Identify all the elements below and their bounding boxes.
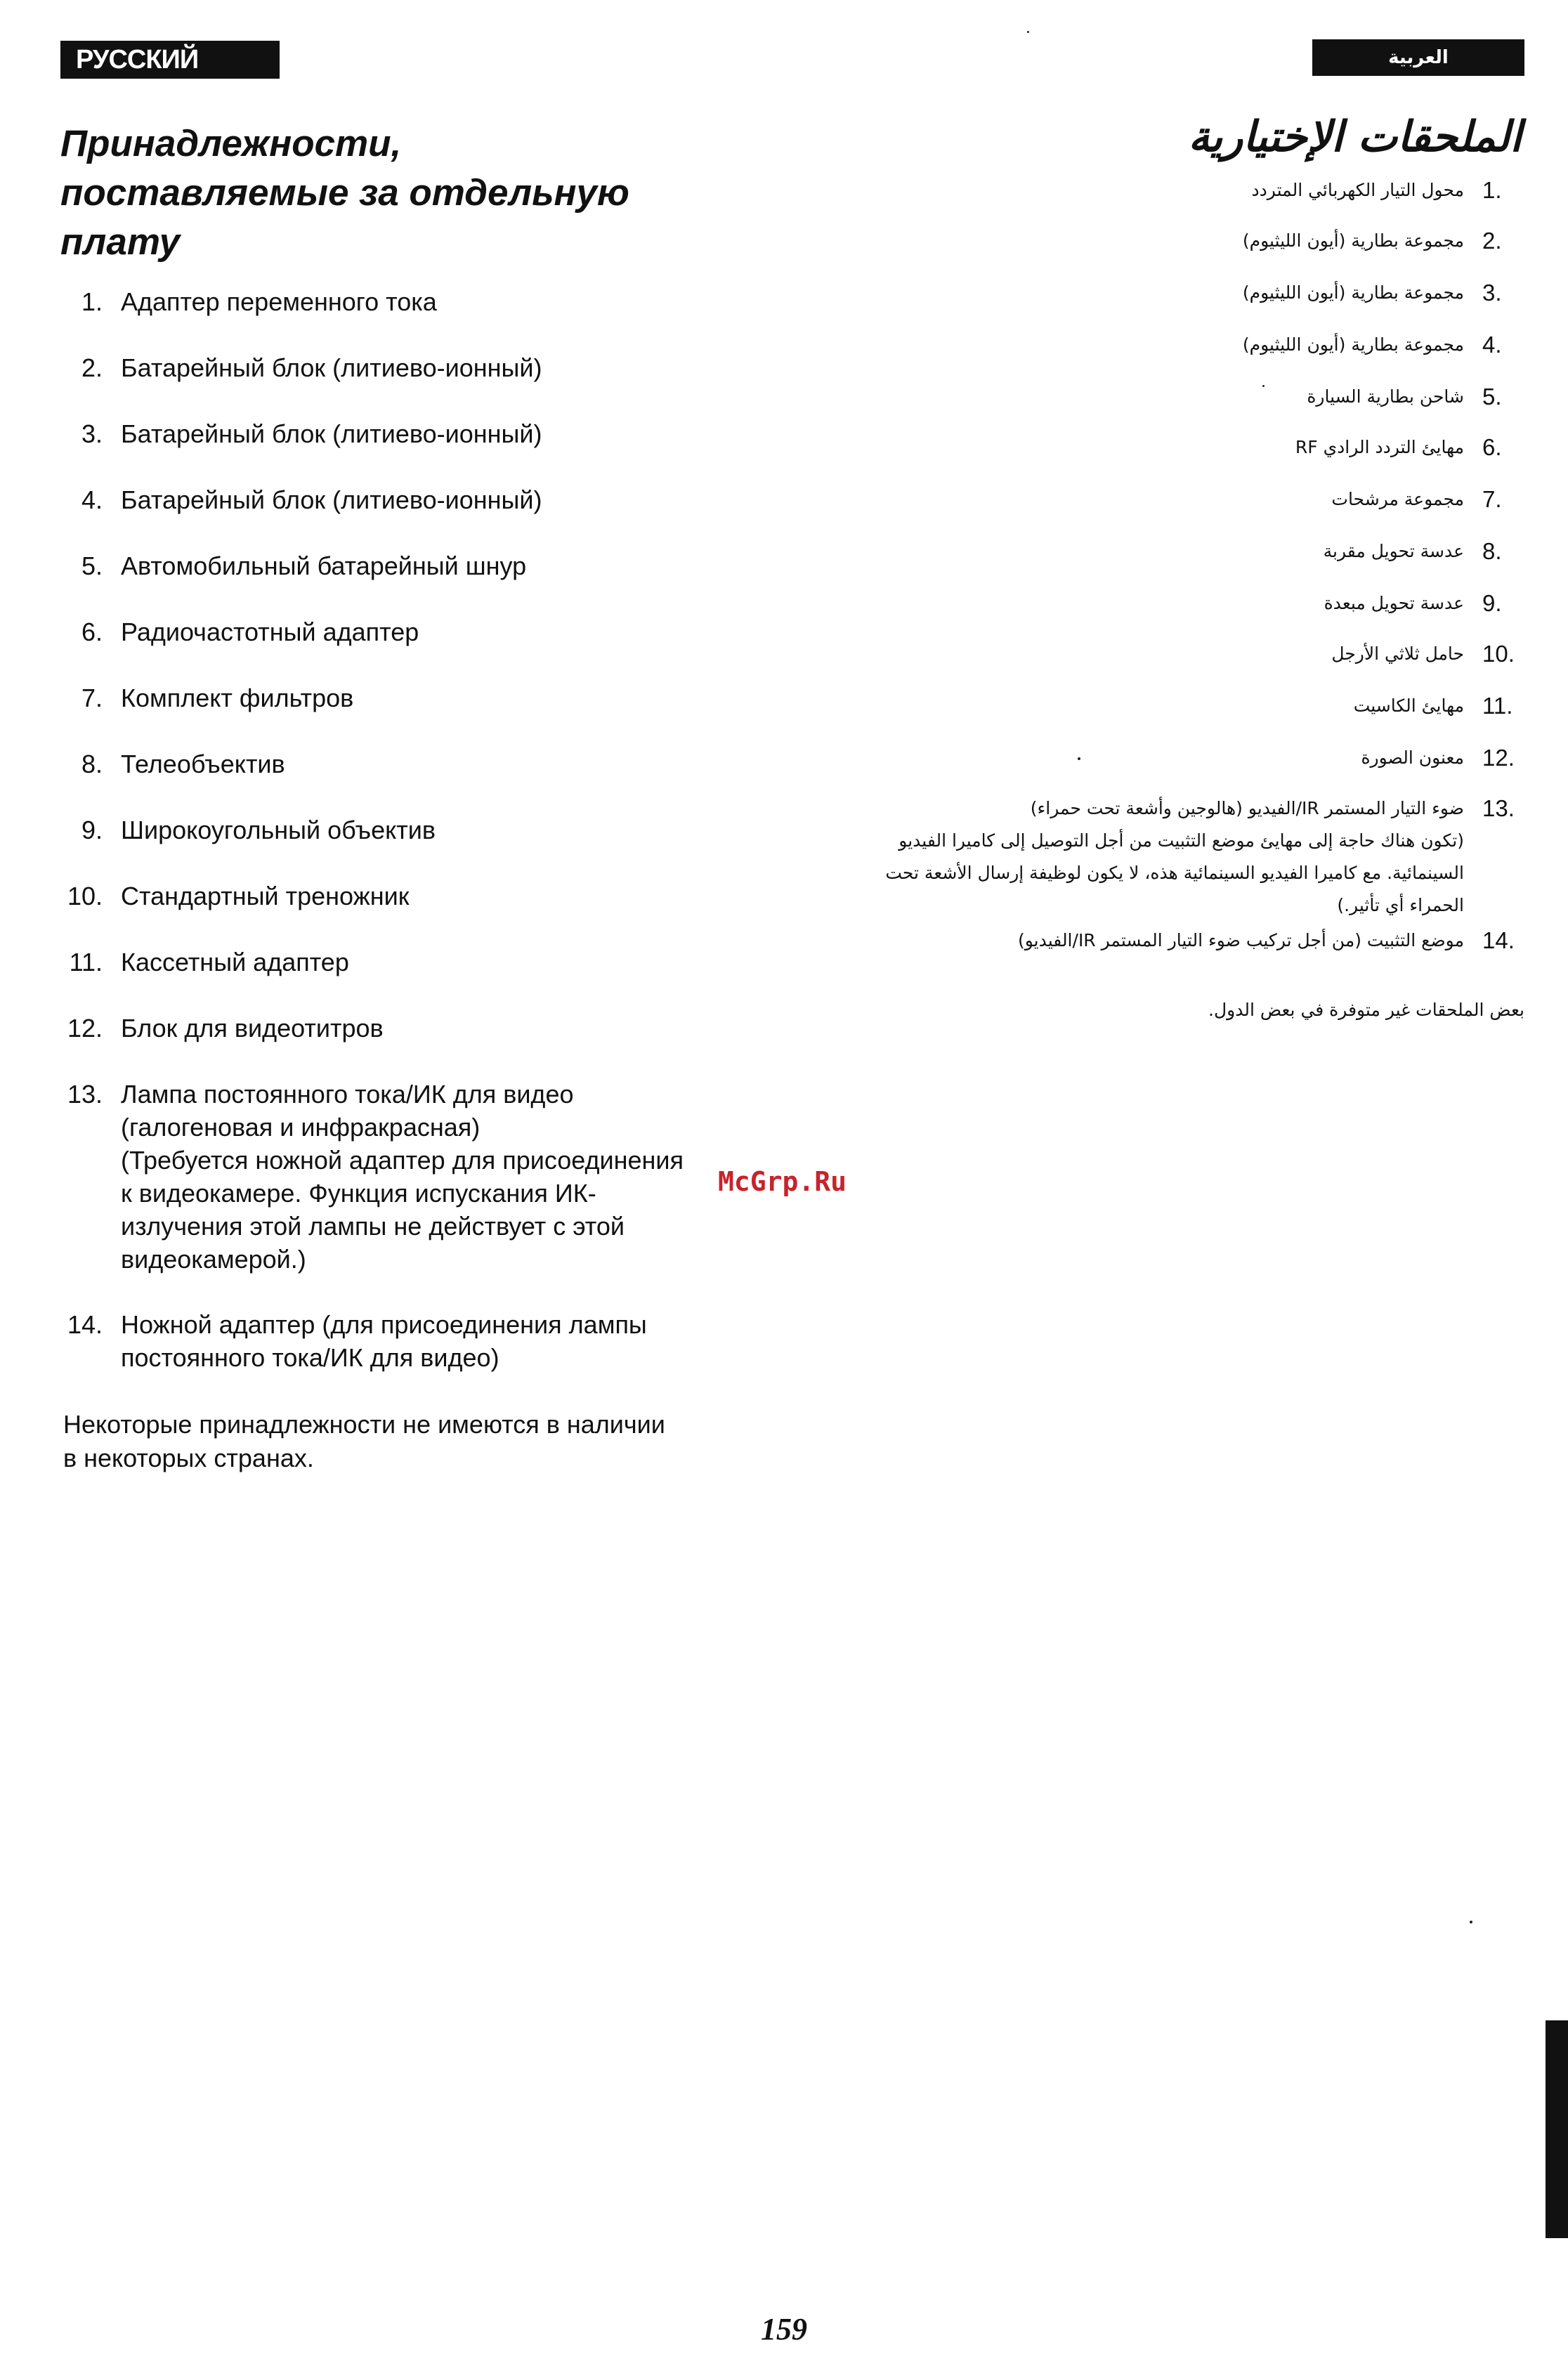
item-number: 1. (81, 287, 103, 316)
item-text: Адаптер переменного тока (121, 287, 437, 316)
scan-speck (1027, 31, 1029, 33)
item-text: (галогеновая и инфракрасная) (121, 1113, 481, 1142)
page-number: 159 (761, 2312, 807, 2346)
item-number: 14. (1482, 927, 1515, 953)
item-text: عدسة تحويل مقربة (1323, 541, 1464, 561)
item-number: 6. (81, 617, 103, 646)
item-number: 12. (1482, 745, 1515, 771)
watermark: McGrp.Ru (718, 1166, 847, 1197)
item-number: 11. (69, 948, 103, 976)
item-text: Широкоугольный объектив (121, 816, 436, 844)
item-number: 7. (1482, 486, 1502, 512)
item-text: مجموعة بطارية (أيون الليثيوم) (1242, 334, 1464, 355)
item-number: 8. (81, 750, 103, 778)
item-text: مهايئ الكاسيت (1353, 695, 1464, 716)
item-text: الحمراء أي تأثير.) (1337, 895, 1464, 915)
item-number: 1. (1482, 177, 1502, 203)
scan-speck (1262, 385, 1265, 387)
item-text: (Требуется ножной адаптер для присоединения (121, 1146, 684, 1175)
item-text: Кассетный адаптер (121, 948, 349, 976)
item-text: Ножной адаптер (для присоединения лампы (121, 1310, 647, 1339)
item-text: موضع التثبيت (من أجل تركيب ضوء التيار المستمر IR/الفيديو) (1018, 930, 1464, 950)
item-number: 9. (1482, 590, 1502, 616)
item-number: 4. (81, 485, 103, 514)
item-number: 7. (81, 684, 103, 712)
item-number: 2. (1482, 228, 1502, 254)
item-text: حامل ثلاثي الأرجل (1331, 643, 1464, 664)
russian-title-line: поставляемые за отдельную (60, 172, 629, 214)
scan-speck (1078, 757, 1080, 760)
item-number: 5. (1482, 384, 1502, 410)
item-text: Стандартный треножник (121, 882, 410, 910)
item-text: Лампа постоянного тока/ИК для видео (121, 1080, 574, 1109)
arabic-title: الملحقات الإختيارية (1188, 112, 1522, 162)
item-text: Телеобъектив (121, 750, 285, 778)
item-number: 6. (1482, 434, 1502, 460)
item-number: 4. (1482, 332, 1502, 358)
item-text-block (885, 792, 1464, 922)
item-text: محول التيار الكهربائي المتردد (1251, 180, 1464, 200)
item-text: к видеокамере. Функция испускания ИК- (121, 1179, 596, 1208)
russian-availability-note (63, 1408, 766, 1475)
item-number: 8. (1482, 538, 1502, 564)
item-text: معنون الصورة (1361, 747, 1464, 768)
item-text: ضوء التيار المستمر IR/الفيديو (هالوجين وأشعة تحت حمراء) (1030, 798, 1464, 818)
edge-thumb-tab (1546, 2020, 1568, 2238)
item-text: السينمائية. مع كاميرا الفيديو السينمائية هذه، لا يكون لوظيفة إرسال الأشعة تحت (885, 863, 1464, 883)
item-number: 3. (81, 419, 103, 448)
item-text: Батарейный блок (литиево-ионный) (121, 485, 542, 514)
language-tab-russian: РУССКИЙ ЯЗЫК (60, 41, 280, 79)
item-text: Радиочастотный адаптер (121, 617, 419, 646)
item-number: 10. (67, 882, 103, 910)
item-text: излучения этой лампы не действует с этой (121, 1212, 625, 1241)
arabic-accessory-list (0, 0, 1568, 1054)
item-number: 13. (1482, 795, 1515, 821)
item-text: مجموعة بطارية (أيون الليثيوم) (1242, 230, 1464, 251)
item-text: عدسة تحويل مبعدة (1324, 593, 1464, 613)
russian-title-line: плату (60, 221, 181, 263)
item-text: постоянного тока/ИК для видео) (121, 1343, 499, 1372)
item-text: Комплект фильтров (121, 684, 354, 712)
item-number: 5. (81, 551, 103, 580)
item-text: (تكون هناك حاجة إلى مهايئ موضع التثبيت من أجل التوصيل إلى كاميرا الفيديو (899, 830, 1464, 851)
item-number: 12. (67, 1014, 103, 1043)
item-number: 3. (1482, 280, 1502, 306)
item-number: 9. (81, 816, 103, 844)
item-text: Батарейный блок (литиево-ионный) (121, 419, 542, 448)
note-line: в некоторых странах. (63, 1444, 314, 1472)
note-line: Некоторые принадлежности не имеются в наличии (63, 1410, 665, 1439)
scan-speck (1470, 1921, 1472, 1923)
item-text: Блок для видеотитров (121, 1014, 384, 1043)
item-text: видеокамерой.) (121, 1245, 306, 1274)
item-number: 2. (81, 353, 103, 382)
item-text: مهايئ التردد الرادي RF (1295, 437, 1464, 457)
item-text: شاحن بطارية السيارة (1307, 386, 1464, 407)
item-text: Батарейный блок (литиево-ионный) (121, 353, 542, 382)
russian-title-line: Принадлежности, (60, 123, 402, 164)
item-number: 13. (67, 1080, 103, 1109)
item-number: 11. (1482, 693, 1513, 719)
item-number: 14. (67, 1310, 103, 1339)
language-tab-arabic: العربية (1312, 39, 1524, 76)
item-text: مجموعة مرشحات (1331, 489, 1464, 509)
item-number: 10. (1482, 641, 1515, 667)
item-text: Автомобильный батарейный шнур (121, 551, 527, 580)
arabic-availability-note: بعض الملحقات غير متوفرة في بعض الدول. (1208, 1000, 1524, 1020)
item-text: مجموعة بطارية (أيون الليثيوم) (1242, 282, 1464, 303)
